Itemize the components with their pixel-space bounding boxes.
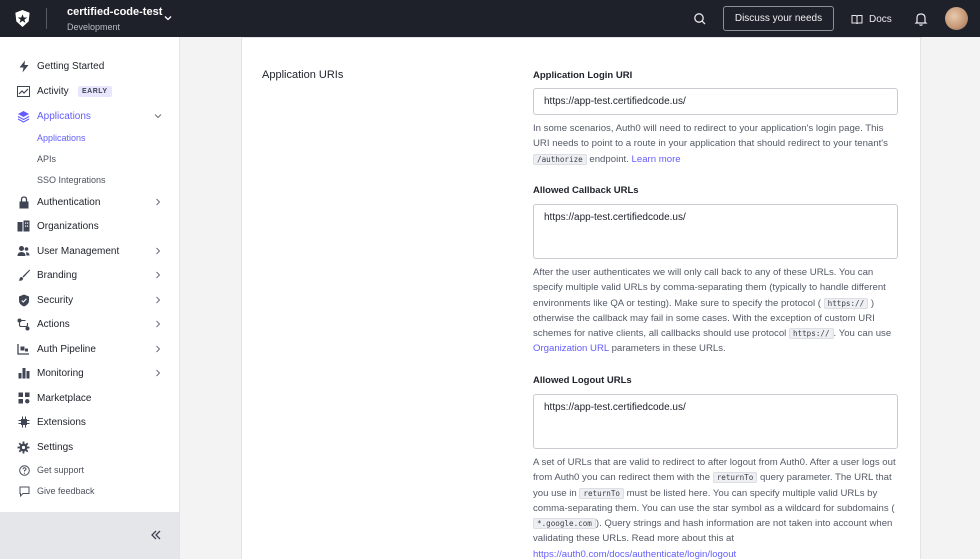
login-uri-help [533,121,901,167]
paintbrush-icon [17,269,30,282]
learn-more-link[interactable]: Learn more [631,153,681,165]
get-support-label: Get support [37,465,85,475]
sidebar-item-getting-started[interactable] [0,55,179,77]
chevron-right-icon [154,198,162,206]
docs-label: Docs [869,13,892,25]
activity-chart-icon [17,85,30,98]
sidebar-item-organizations[interactable] [0,215,179,237]
chevron-right-icon [154,345,162,353]
sidebar-item-authentication[interactable] [0,191,179,213]
get-support-link[interactable] [0,461,179,479]
sidebar-item-label: Security [37,294,74,306]
sidebar-item-label: Monitoring [37,367,84,379]
search-icon[interactable] [692,11,708,27]
callback-urls-help [533,265,901,357]
sidebar-item-extensions[interactable] [0,411,179,433]
section-title-application-uris: Application URIs [262,69,344,81]
sidebar-item-marketplace[interactable] [0,387,179,409]
discuss-your-needs-button[interactable]: Discuss your needs [723,6,834,31]
sidebar-item-monitoring[interactable] [0,362,179,384]
auth0-logo-icon[interactable] [13,9,32,28]
sidebar-item-security[interactable] [0,289,179,311]
help-text: endpoint. [589,153,629,165]
card-divider [242,37,922,38]
gear-icon [17,441,30,454]
chevron-right-icon [154,296,162,304]
code-authorize: /authorize [533,154,587,165]
sidebar-item-applications[interactable] [0,105,179,127]
logout-urls-input[interactable] [533,394,898,449]
help-text: parameters in these URLs. [611,343,726,355]
sidebar-item-label: Authentication [37,196,101,208]
chevron-right-icon [154,271,162,279]
sidebar-collapse-bar [0,512,179,559]
shield-icon [17,294,30,307]
early-badge: EARLY [78,86,112,97]
callback-urls-input[interactable] [533,204,898,259]
bar-chart-icon [17,367,30,380]
users-icon [17,245,30,258]
sidebar-item-label: Actions [37,318,70,330]
logout-urls-label: Allowed Logout URLs [533,375,632,386]
chevron-right-icon [154,247,162,255]
topbar-divider [46,8,47,29]
tenant-name: certified-code-test [67,6,163,18]
help-text: ). Query strings and hash information are not taken into account when validating these URLs. Read more about this at [533,518,893,545]
login-uri-label: Application Login URI [533,70,633,81]
book-icon [851,14,863,25]
tenant-environment: Development [67,22,121,32]
give-feedback-label: Give feedback [37,486,95,496]
code-wildcard: *.google.com [533,518,596,529]
sidebar-item-activity[interactable] [0,80,179,102]
sidebar-item-label: Applications [37,110,91,122]
help-text: . You can use [833,328,892,340]
sidebar-subitem-applications[interactable]: Applications [37,133,86,143]
organization-url-link[interactable]: Organization URL [533,343,609,355]
login-uri-input[interactable] [533,88,898,115]
sidebar-subitem-sso-integrations[interactable]: SSO Integrations [37,175,106,185]
sidebar [0,37,180,559]
docs-link[interactable] [851,11,892,27]
chevron-right-icon [154,369,162,377]
layers-icon [17,110,30,123]
bell-icon[interactable] [914,11,928,27]
code-returnto: returnTo [579,488,624,499]
chip-icon [17,416,30,429]
sidebar-item-label: Activity [37,85,69,97]
code-https: https:// [789,328,834,339]
sidebar-item-label: Getting Started [37,60,105,72]
sidebar-item-label: Settings [37,441,74,453]
code-returnto: returnTo [713,472,758,483]
logout-urls-help [533,455,901,559]
sidebar-item-label: Branding [37,269,78,281]
help-circle-icon [18,464,30,476]
double-chevron-left-icon[interactable] [149,528,163,542]
sidebar-item-label: Extensions [37,416,86,428]
sidebar-item-user-management[interactable] [0,240,179,262]
chevron-down-icon[interactable] [163,13,173,23]
sidebar-item-auth-pipeline[interactable] [0,338,179,360]
grid-icon [17,392,30,405]
sidebar-item-label: User Management [37,245,120,257]
avatar[interactable] [945,7,968,30]
tenant-selector[interactable] [67,5,162,33]
callback-urls-label: Allowed Callback URLs [533,185,639,196]
sidebar-item-branding[interactable] [0,264,179,286]
help-text: ) otherwise the callback may fail in some cases. With the exception of custom URI schemes for native clients, all callbacks should use protocol [533,297,875,340]
help-text: In some scenarios, Auth0 will need to redirect to your application's login page. This URI needs to point to a route in your application that should redirect to your tenant's [533,123,888,150]
logout-docs-link[interactable]: https://auth0.com/docs/authenticate/login/logout [533,548,737,559]
help-text: must be listed here. You can specify multiple valid URLs by comma-separating them. You can use the star symbol as a wildcard for subdomains ( [533,487,895,514]
sidebar-item-settings[interactable] [0,436,179,458]
lock-icon [17,196,30,209]
chevron-right-icon [154,320,162,328]
sidebar-item-label: Marketplace [37,392,92,404]
chevron-up-icon [154,112,162,120]
pipeline-icon [17,343,30,356]
lightning-icon [17,60,30,73]
flow-icon [17,318,30,331]
help-text: After the user authenticates we will only call back to any of these URLs. You can specify multiple valid URLs by comma-separating them (typically to handle different environments like QA or testing). Make sure to specify the protocol ( [533,267,886,309]
sidebar-subitem-apis[interactable]: APIs [37,154,57,164]
building-icon [17,220,30,233]
top-bar [0,0,980,37]
help-text: A set of URLs that are valid to redirect to after logout from Auth0. After a user logs out from Auth0 you can redirect them with the [533,457,896,484]
chat-bubble-icon [18,485,30,497]
sidebar-item-actions[interactable] [0,313,179,335]
sidebar-item-label: Auth Pipeline [37,343,96,355]
help-text: query parameter. The URL that you use in [533,472,892,499]
code-https: https:// [824,298,869,309]
sidebar-item-label: Organizations [37,220,99,232]
give-feedback-link[interactable] [0,482,179,500]
